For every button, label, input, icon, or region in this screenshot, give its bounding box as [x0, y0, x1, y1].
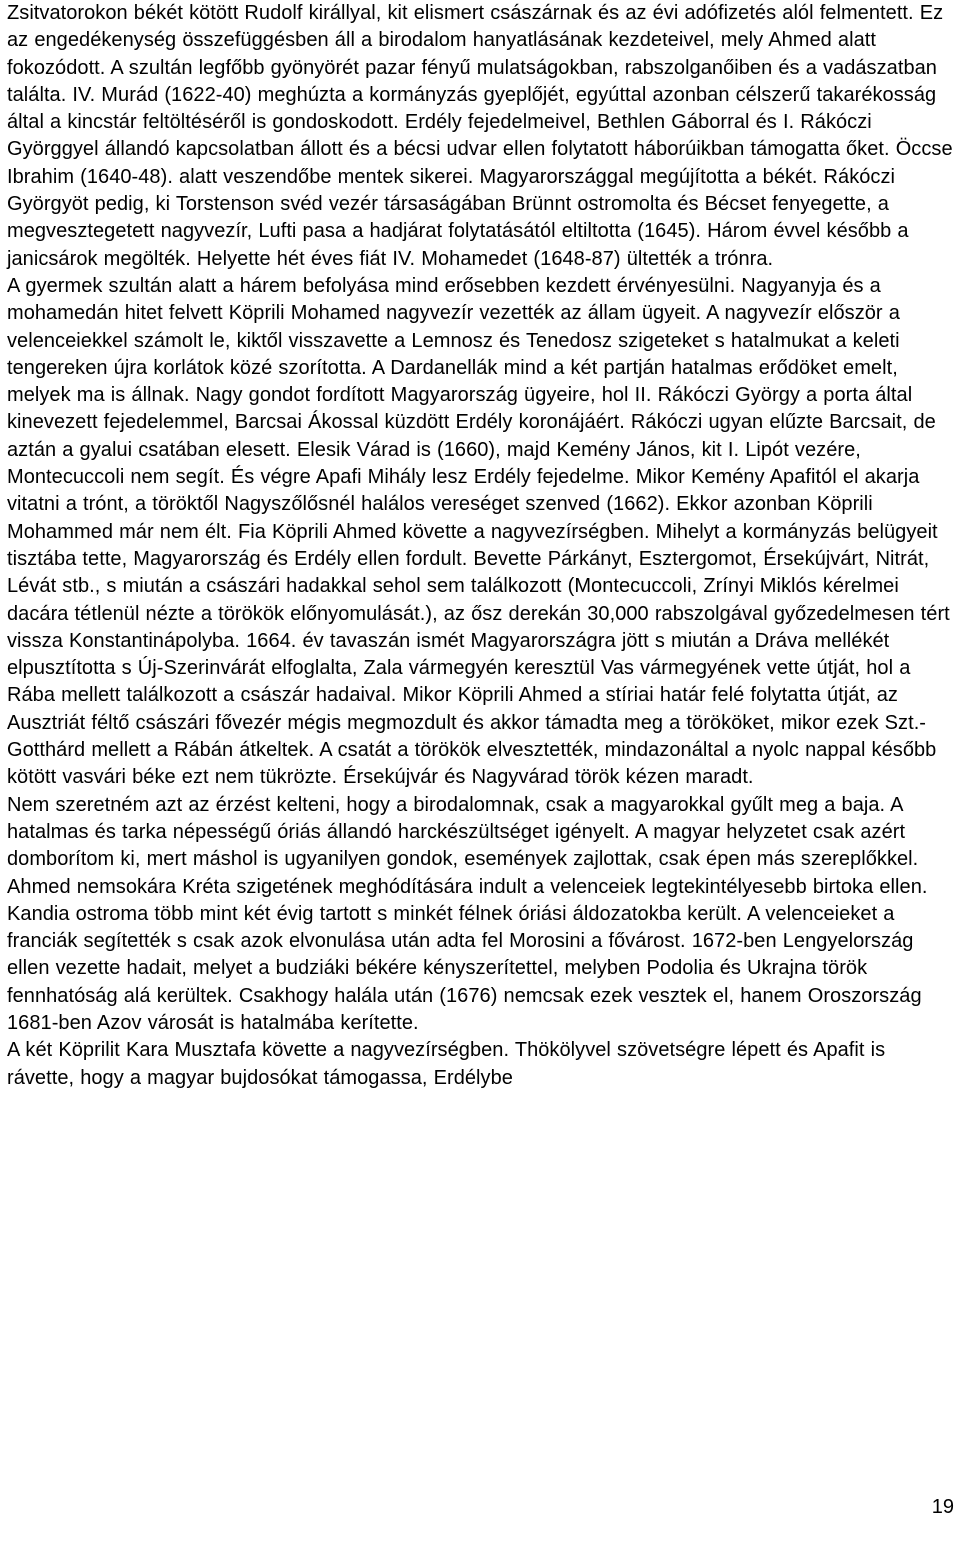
paragraph-4: Ahmed nemsokára Kréta szigetének meghódítására indult a velenceiek legtekintélyesebb birtoka ellen. Kandia ostroma több mint két évig tartott s minkét félnek óriási áldozatokba került. A velenceieket a franciák segítették s csak azok elvonulása után adta fel Morosini a fővárost. 1672-ben Lengyelország ellen vezette hadait, melyet a budziáki békére kényszerítettel, melyben Podolia és Ukrajna török fennhatóság alá kerültek. Csakhogy halála után (1676) nemcsak ezek vesztek el, hanem Oroszország 1681-ben Azov városát is hatalmába kerítette. — [7, 875, 928, 1034]
page-number: 19 — [931, 1496, 954, 1518]
paragraph-5: A két Köprilit Kara Musztafa követte a nagyvezírségben. Thökölyvel szövetségre lépett és Apafit is rávette, hogy a magyar bujdosókat támogassa, Erdélybe — [7, 1039, 886, 1089]
paragraph-3: Nem szeretném azt az érzést kelteni, hogy a birodalomnak, csak a magyarokkal gyűlt meg a baja. A hatalmas és tarka népességű óriás állandó harckészültséget igényelt. A magyar helyzetet csak azért domborítom ki, mert máshol is ugyanilyen gondok, események zajlottak, csak épen más szereplőkkel. — [7, 793, 919, 871]
document-body — [7, 0, 957, 1092]
paragraph-2: A gyermek szultán alatt a hárem befolyása mind erősebben kezdett érvényesülni. Nagyanyja és a mohamedán hitet felvett Köprili Mohamed nagyvezír vezették az állam ügyeit. A nagyvezír először a velenceiekkel számolt le, kiktől visszavette a Lemnosz és Tenedosz szigeteket s hatalmukat a keleti tengereken újra korlátok közé szorította. A Dardanellák mind a két partján hatalmas erődöket emelt, melyek ma is állnak. Nagy gondot fordított Magyarország ügyeire, hol II. Rákóczi György a porta által kinevezett fejedelemmel, Barcsai Ákossal küzdött Erdély koronájáért. Rákóczi ugyan elűzte Barcsait, de aztán a gyalui csatában elesett. Elesik Várad is (1660), majd Kemény János, kit I. Lipót vezére, Montecuccoli nem segít. És végre Apafi Mihály lesz Erdély fejedelme. Mikor Kemény Apafitól el akarja vitatni a trónt, a töröktől Nagyszőlősnél halálos vereséget szenved (1662). Ekkor azonban Köprili Mohammed már nem élt. Fia Köprili Ahmed követte a nagyvezírségben. Mihelyt a kormányzás belügyeit tisztába tette, Magyarország és Erdély ellen fordult. Bevette Párkányt, Esztergomot, Érsekújvárt, Nitrát, Lévát stb., s miután a császári hadakkal sehol sem találkozott (Montecuccoli, Zrínyi Miklós kérelmei dacára tétlenül nézte a törökök előnyomulását.), az ősz derekán 30,000 rabszolgával győzedelmesen tért vissza Konstantinápolyba. 1664. év tavaszán ismét Magyarországra jött s miután a Dráva mellékét elpusztította s Új-Szerinvárát elfoglalta, Zala vármegyén keresztül Vas vármegyének vette útját, hol a Rába mellett találkozott a császár hadaival. Mikor Köprili Ahmed a stíriai határ felé folytatta útját, az Ausztriát féltő császári fővezér mégis megmozdult és akkor támadta meg a törököket, mikor ezek Szt.-Gotthárd mellett a Rábán átkeltek. A csatát a törökök elvesztették, mindazonáltal a nyolc nappal később kötött vasvári béke ezt nem tükrözte. Érsekújvár és Nagyvárad török kézen maradt. — [7, 274, 950, 789]
paragraph-1: Zsitvatorokon békét kötött Rudolf királlyal, kit elismert császárnak és az évi adófizetés alól felmentett. Ez az engedékenység összefüggésben áll a birodalom hanyatlásának kezdeteivel, mely Ahmed alatt fokozódott. A szultán legfőbb gyönyörét pazar fényű mulatságokban, rabszolganőiben és a vadászatban találta. IV. Murád (1622-40) meghúzta a kormányzás gyeplőjét, egyúttal azonban célszerű takarékosság által a kincstár feltöltéséről is gondoskodott. Erdély fejedelmeivel, Bethlen Gáborral és I. Rákóczi Györggyel állandó kapcsolatban állott és a bécsi udvar ellen folytatott háborúikban támogatta őket. Öccse Ibrahim (1640-48). alatt veszendőbe mentek sikerei. Magyarországgal megújította a békét. Rákóczi Györgyöt pedig, ki Torstenson svéd vezér társaságában Brünnt ostromolta és Bécset fenyegette, a megvesztegetett nagyvezír, Lufti pasa a hadjárat folytatásától eltiltotta (1645). Három évvel később a janicsárok megölték. Helyette hét éves fiát IV. Mohamedet (1648-87) ültették a trónra. — [7, 2, 953, 270]
